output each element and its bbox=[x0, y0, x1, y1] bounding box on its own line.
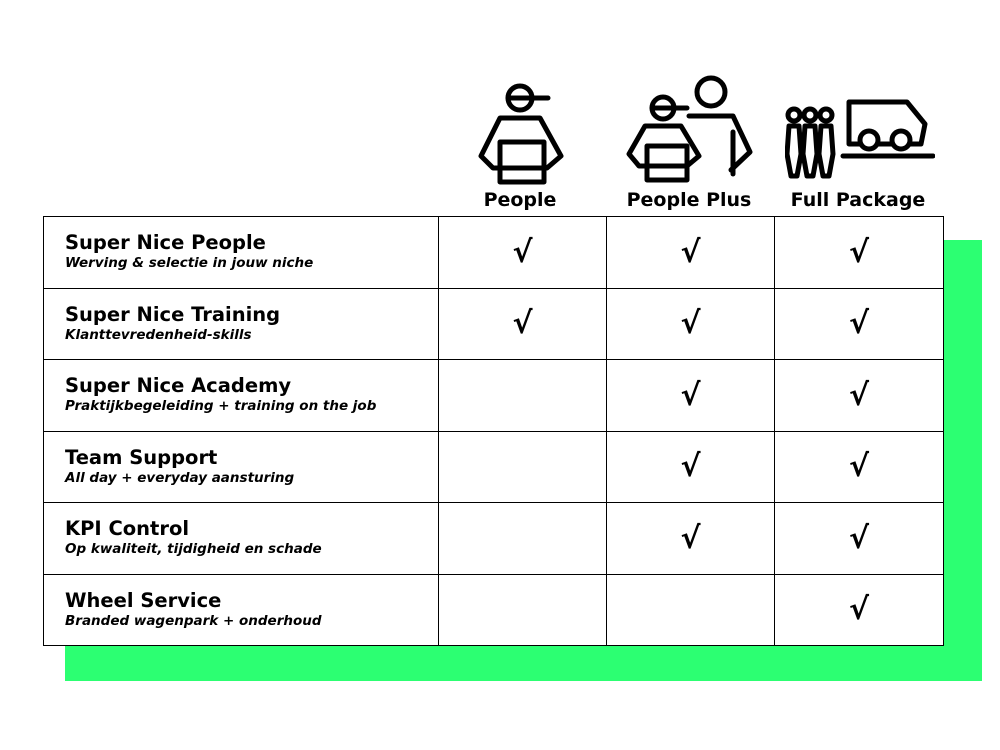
feature-cell bbox=[44, 503, 439, 575]
feature-subtitle: Klanttevredenheid-skills bbox=[65, 326, 252, 343]
check-mark: √ bbox=[607, 431, 775, 503]
team-and-van-icon bbox=[785, 96, 935, 184]
feature-title: Wheel Service bbox=[65, 588, 222, 612]
table-row bbox=[44, 217, 944, 289]
package-comparison-table bbox=[43, 216, 944, 646]
feature-subtitle: Branded wagenpark + onderhoud bbox=[65, 612, 322, 629]
feature-cell bbox=[44, 574, 439, 646]
check-mark: √ bbox=[775, 503, 944, 575]
column-header-full-package: Full Package bbox=[790, 189, 926, 211]
check-mark: √ bbox=[775, 431, 944, 503]
table-row bbox=[44, 431, 944, 503]
table-row bbox=[44, 360, 944, 432]
feature-subtitle: Werving & selectie in jouw niche bbox=[65, 255, 314, 272]
check-mark bbox=[439, 360, 607, 432]
feature-cell bbox=[44, 288, 439, 360]
check-mark: √ bbox=[607, 217, 775, 289]
feature-title: Super Nice Training bbox=[65, 302, 281, 326]
table-row bbox=[44, 503, 944, 575]
check-mark: √ bbox=[775, 217, 944, 289]
table-row bbox=[44, 574, 944, 646]
feature-cell bbox=[44, 431, 439, 503]
feature-subtitle: All day + everyday aansturing bbox=[65, 469, 295, 486]
feature-title: Team Support bbox=[65, 445, 218, 469]
check-mark bbox=[607, 574, 775, 646]
feature-subtitle: Op kwaliteit, tijdigheid en schade bbox=[65, 541, 322, 558]
check-mark: √ bbox=[607, 360, 775, 432]
feature-cell bbox=[44, 217, 439, 289]
check-mark bbox=[439, 574, 607, 646]
feature-title: KPI Control bbox=[65, 517, 190, 541]
check-mark bbox=[439, 503, 607, 575]
table-row bbox=[44, 288, 944, 360]
check-mark: √ bbox=[439, 217, 607, 289]
person-with-box-icon bbox=[475, 80, 570, 185]
check-mark bbox=[439, 431, 607, 503]
check-mark: √ bbox=[775, 288, 944, 360]
column-header-people-plus: People Plus bbox=[626, 189, 752, 211]
feature-title: Super Nice Academy bbox=[65, 374, 292, 398]
feature-cell bbox=[44, 360, 439, 432]
check-mark: √ bbox=[607, 503, 775, 575]
feature-title: Super Nice People bbox=[65, 231, 266, 255]
check-mark: √ bbox=[607, 288, 775, 360]
check-mark: √ bbox=[775, 574, 944, 646]
column-header-people: People bbox=[483, 189, 557, 211]
feature-subtitle: Praktijkbegeleiding + training on the job bbox=[65, 398, 377, 415]
two-people-with-box-icon bbox=[625, 74, 755, 186]
check-mark: √ bbox=[775, 360, 944, 432]
check-mark: √ bbox=[439, 288, 607, 360]
